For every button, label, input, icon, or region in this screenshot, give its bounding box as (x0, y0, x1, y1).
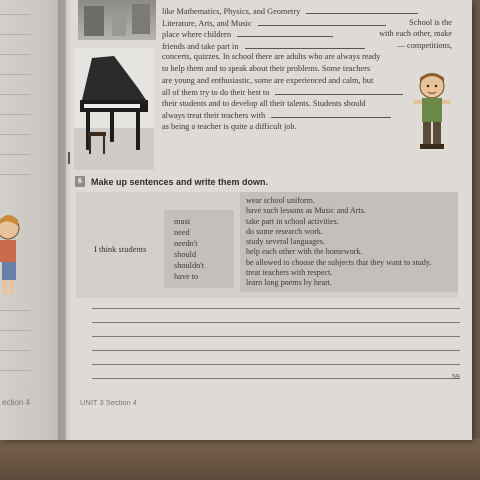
sentence-subject: I think students (94, 244, 147, 254)
modal-verb: must (174, 217, 191, 226)
phrase-item: treat teachers with respect. (246, 268, 333, 278)
modal-verbs-box (164, 210, 234, 288)
phrase-item: help each other with the homework. (246, 247, 363, 257)
left-writing-line (0, 330, 30, 331)
text-line (162, 5, 452, 17)
left-page (0, 0, 66, 440)
left-writing-line (0, 134, 30, 135)
left-writing-line (0, 370, 30, 371)
answer-blank[interactable] (258, 17, 386, 26)
text-line (162, 109, 452, 121)
text-line-content: concerts, quizzes. In school there are adults who are always ready (162, 52, 381, 62)
girl-illustration-icon (0, 210, 28, 300)
classroom-photo-icon (78, 0, 156, 40)
text-line (162, 40, 452, 52)
photo-piano (74, 48, 154, 170)
writing-line[interactable] (92, 378, 460, 379)
phrase-item: study several languages. (246, 237, 325, 247)
answer-blank[interactable] (275, 86, 403, 95)
phrase-item: learn long poems by heart. (246, 278, 333, 288)
answer-blank[interactable] (271, 109, 391, 118)
exercise-number: 6 (75, 176, 85, 187)
text-line (162, 75, 452, 87)
phrase-item: wear school uniform. (246, 196, 316, 205)
text-line-content: place where children (162, 30, 232, 40)
phrase-item: take part in school activities. (246, 216, 339, 226)
text-line-content: are young and enthusiastic, some are experienced and calm, but (162, 75, 374, 85)
answer-blank[interactable] (245, 40, 365, 49)
text-line-tail: — competitions, (396, 40, 452, 50)
text-line-content: Literature, Arts, and Music (162, 18, 252, 28)
table-surface (0, 438, 480, 480)
phrases-box (240, 192, 458, 292)
phrase-item: have such lessons as Music and Arts. (246, 206, 366, 216)
text-line (162, 121, 452, 133)
piano-icon (74, 48, 154, 170)
modal-verb: needn't (174, 239, 198, 248)
text-line (162, 28, 452, 40)
modal-verb: shouldn't (174, 261, 205, 270)
answer-blank[interactable] (237, 28, 333, 37)
text-line-content: friends and take part in (162, 41, 239, 51)
left-writing-line (0, 174, 30, 175)
left-writing-line (0, 74, 30, 75)
exercise-heading (75, 176, 268, 187)
left-writing-line (0, 114, 30, 115)
left-writing-line (0, 310, 30, 311)
text-line (162, 63, 452, 75)
text-line (162, 51, 452, 63)
unit-footer: UNIT 3 Section 4 (80, 398, 137, 407)
writing-line[interactable] (92, 350, 460, 351)
text-line-content: as being a teacher is quite a difficult job. (162, 121, 297, 131)
reading-text (162, 5, 452, 133)
page-number: 59 (452, 374, 460, 381)
text-line (162, 86, 452, 98)
writing-line[interactable] (92, 336, 460, 337)
answer-blank[interactable] (306, 5, 418, 14)
text-line-content: their students and to develop all their talents. Students should (162, 98, 366, 108)
book-gutter (58, 0, 72, 440)
left-writing-line (0, 34, 30, 35)
text-line-content: always treat their teachers with (162, 111, 266, 121)
exercise-instruction: Make up sentences and write them down. (91, 176, 269, 187)
phrase-item: do some research work. (246, 226, 323, 236)
writing-line[interactable] (92, 364, 460, 365)
left-page-footer: ection 4 (2, 398, 31, 407)
margin-mark (68, 152, 70, 164)
writing-line[interactable] (92, 308, 460, 309)
text-line-content: like Mathematics, Physics, and Geometry (162, 7, 301, 16)
left-writing-line (0, 94, 30, 95)
left-writing-line (0, 54, 30, 55)
phrase-item: be allowed to choose the subjects that they want to study. (246, 257, 432, 267)
text-line (162, 98, 452, 110)
writing-line[interactable] (92, 322, 460, 323)
left-writing-line (0, 350, 30, 351)
text-line (162, 17, 452, 29)
text-line-content: all of them try to do their best to (162, 88, 270, 98)
text-line-tail: with each other, make (379, 29, 452, 39)
left-writing-line (0, 154, 30, 155)
modal-verb: need (174, 228, 190, 237)
text-line-content: to help them and to speak about their problems. Some teachers (162, 63, 371, 73)
text-line-tail: School is the (409, 17, 452, 27)
modal-verb: should (174, 250, 197, 259)
photo-classroom (78, 0, 156, 40)
sentence-table (76, 192, 458, 298)
modal-verb: have to (174, 272, 199, 281)
left-writing-line (0, 14, 30, 15)
